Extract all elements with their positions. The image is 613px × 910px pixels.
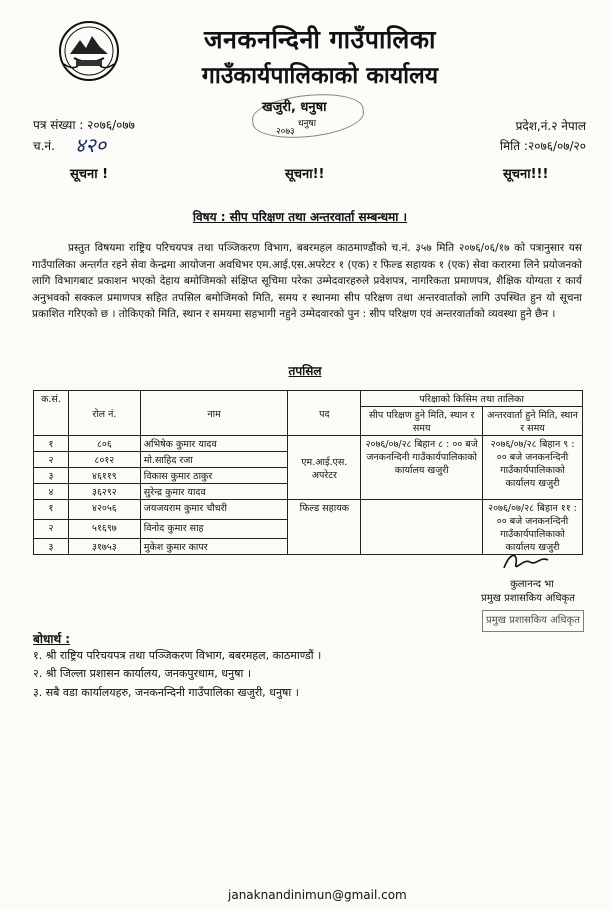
cell-roll: ५१६९७: [68, 519, 140, 539]
cell-name: विकास कुमार ठाकुर: [140, 468, 288, 484]
dispatch-number-label: च.नं.: [33, 139, 55, 153]
cell-roll: ३६२९२: [68, 484, 140, 500]
cell-name: अभिषेक कुमार यादव: [140, 436, 288, 452]
header-exam-group: परिक्षाको किसिम तथा तालिका: [361, 391, 583, 407]
notice-heading-2: सूचना!!: [285, 167, 325, 182]
cc-item: ३. सबै वडा कार्यालयहरु, जनकनन्दिनी गाउँपालिका खजुरी, धनुषा ।: [33, 686, 299, 699]
cell-serial: ३: [34, 539, 69, 555]
notice-heading-3: सूचना!!!: [503, 167, 549, 182]
candidate-schedule-table: [33, 390, 583, 555]
seal-text: खजुरी, धनुषा: [262, 100, 327, 115]
cell-interview-schedule-mis: २०७६/०७/२८ बिहान ९ : ०० बजे जनकनन्दिनी गाउँकार्यपालिकाको कार्यालय खजुरी: [483, 436, 583, 500]
signatory-title: प्रमुख प्रशासकिय अधिकृत: [481, 593, 575, 604]
seal-year: २०७३: [276, 127, 295, 137]
cell-roll: ४६११९: [68, 468, 140, 484]
office-title-line1: जनकनन्दिनी गाउँपालिका: [203, 25, 437, 54]
details-heading: तपसिल: [288, 364, 322, 378]
cell-serial: २: [34, 452, 69, 468]
cell-post-mis: एम.आई.एस. अपरेटर: [288, 436, 361, 500]
header-interview: अन्तरवार्ता हुने मिति, स्थान र समय: [483, 407, 583, 436]
cell-serial: १: [34, 500, 69, 520]
province-label: प्रदेश,नं.२ नेपाल: [515, 119, 586, 133]
cell-serial: १: [34, 436, 69, 452]
cell-skill-schedule-empty: [361, 500, 483, 555]
cell-serial: ४: [34, 484, 69, 500]
notice-body-paragraph: प्रस्तुत विषयमा राष्ट्रिय परिचयपत्र तथा पञ्जिकरण विभाग, बबरमहल काठमाण्डौंको च.नं. ३५७ मिति २०७६/०६/१७ को पत्रानुसार यस गाउँपालिका अन्तर्गत रहने सेवा केन्द्रमा आयोजना अवधिभर एम.आई.एस.अपरेटर १ (एक) र फिल्ड सहायक १ (एक) सेवा करारमा लिने प्रयोजनको लागि विभागबाट प्रकाशन भएको देहाय बमोजिमको संक्षिप्त सूचिमा परेका उम्मेदवारहरुले प्रवेशपत्र, नागरिकता प्रमाणपत्र, शैक्षिक योग्यता र कार्य अनुभवको सक्कल प्रमाणपत्र सहित तपसिल बमोजिमको मिति, समय र स्थानमा सीप परिक्षण तथा अन्तरवार्ताको लागि उपस्थित हुन यो सूचना प्रकाशित गरिएको छ । तोकिएको मिति, स्थान र समयमा सहभागी नहुने उम्मेदवारको पुन : सीप परिक्षण एवं अन्तरवार्ताको व्यवस्था हुने छैन ।: [32, 242, 582, 320]
cell-interview-schedule-field: २०७६/०७/२८ बिहान ११ : ०० बजे जनकनन्दिनी गाउँकार्यपालिकाको कार्यालय खजुरी: [483, 500, 583, 555]
table-row: [34, 500, 583, 520]
seal-place: धनुषा: [298, 119, 317, 129]
table-row: [34, 436, 583, 452]
signatory-name: कुलानन्द भा: [510, 579, 554, 590]
header-name: नाम: [140, 391, 288, 436]
cell-roll: ३१७५३: [68, 539, 140, 555]
header-post: पद: [288, 391, 361, 436]
cell-name: विनोद कुमार साह: [140, 519, 288, 539]
footer-email: janaknandinimun@gmail.com: [228, 888, 407, 902]
cell-serial: २: [34, 519, 69, 539]
header-serial: क.सं.: [34, 391, 69, 436]
government-emblem-icon: [58, 20, 120, 82]
cell-name: जयजयराम कुमार चौधरी: [140, 500, 288, 520]
designation-stamp: प्रमुख प्रशासकिय अधिकृत: [482, 610, 584, 632]
cell-name: सुरेन्द्र कुमार यादव: [140, 484, 288, 500]
office-title-line2: गाउँकार्यपालिकाको कार्यालय: [201, 63, 439, 89]
cell-name: मुकेश कुमार कापर: [140, 539, 288, 555]
cell-name: मो.साहिद रजा: [140, 452, 288, 468]
dispatch-number-handwritten: ४२०: [75, 133, 107, 157]
cell-post-field: फिल्ड सहायक: [288, 500, 361, 555]
header-skill-test: सीप परिक्षण हुने मिति, स्थान र समय: [361, 407, 483, 436]
cell-serial: ३: [34, 468, 69, 484]
cell-roll: ८०६: [68, 436, 140, 452]
reference-number: पत्र संख्या : २०७६/०७७: [33, 118, 135, 132]
notice-heading-1: सूचना !: [70, 167, 109, 182]
cc-item: १. श्री राष्ट्रिय परिचयपत्र तथा पञ्जिकरण विभाग, बबरमहल, काठमाण्डौं ।: [33, 649, 322, 662]
letter-subject: विषय : सीप परिक्षण तथा अन्तरवार्ता सम्बन्धमा ।: [192, 210, 408, 224]
cell-roll: ४२०५६: [68, 500, 140, 520]
cell-roll: ८०१२: [68, 452, 140, 468]
handwritten-signature: [500, 548, 552, 574]
table-header-row: [34, 391, 583, 407]
cell-skill-schedule: २०७६/०७/२८ बिहान ८ : ०० बजे जनकनन्दिनी गाउँकार्यपालिकाको कार्यालय खजुरी: [361, 436, 483, 500]
cc-item: २. श्री जिल्ला प्रशासन कार्यालय, जनकपुरधाम, धनुषा ।: [33, 667, 251, 680]
cc-heading: बोधार्थ :: [33, 632, 71, 646]
letter-date: मिति :२०७६/०७/२०: [499, 139, 586, 153]
header-roll: रोल नं.: [68, 391, 140, 436]
